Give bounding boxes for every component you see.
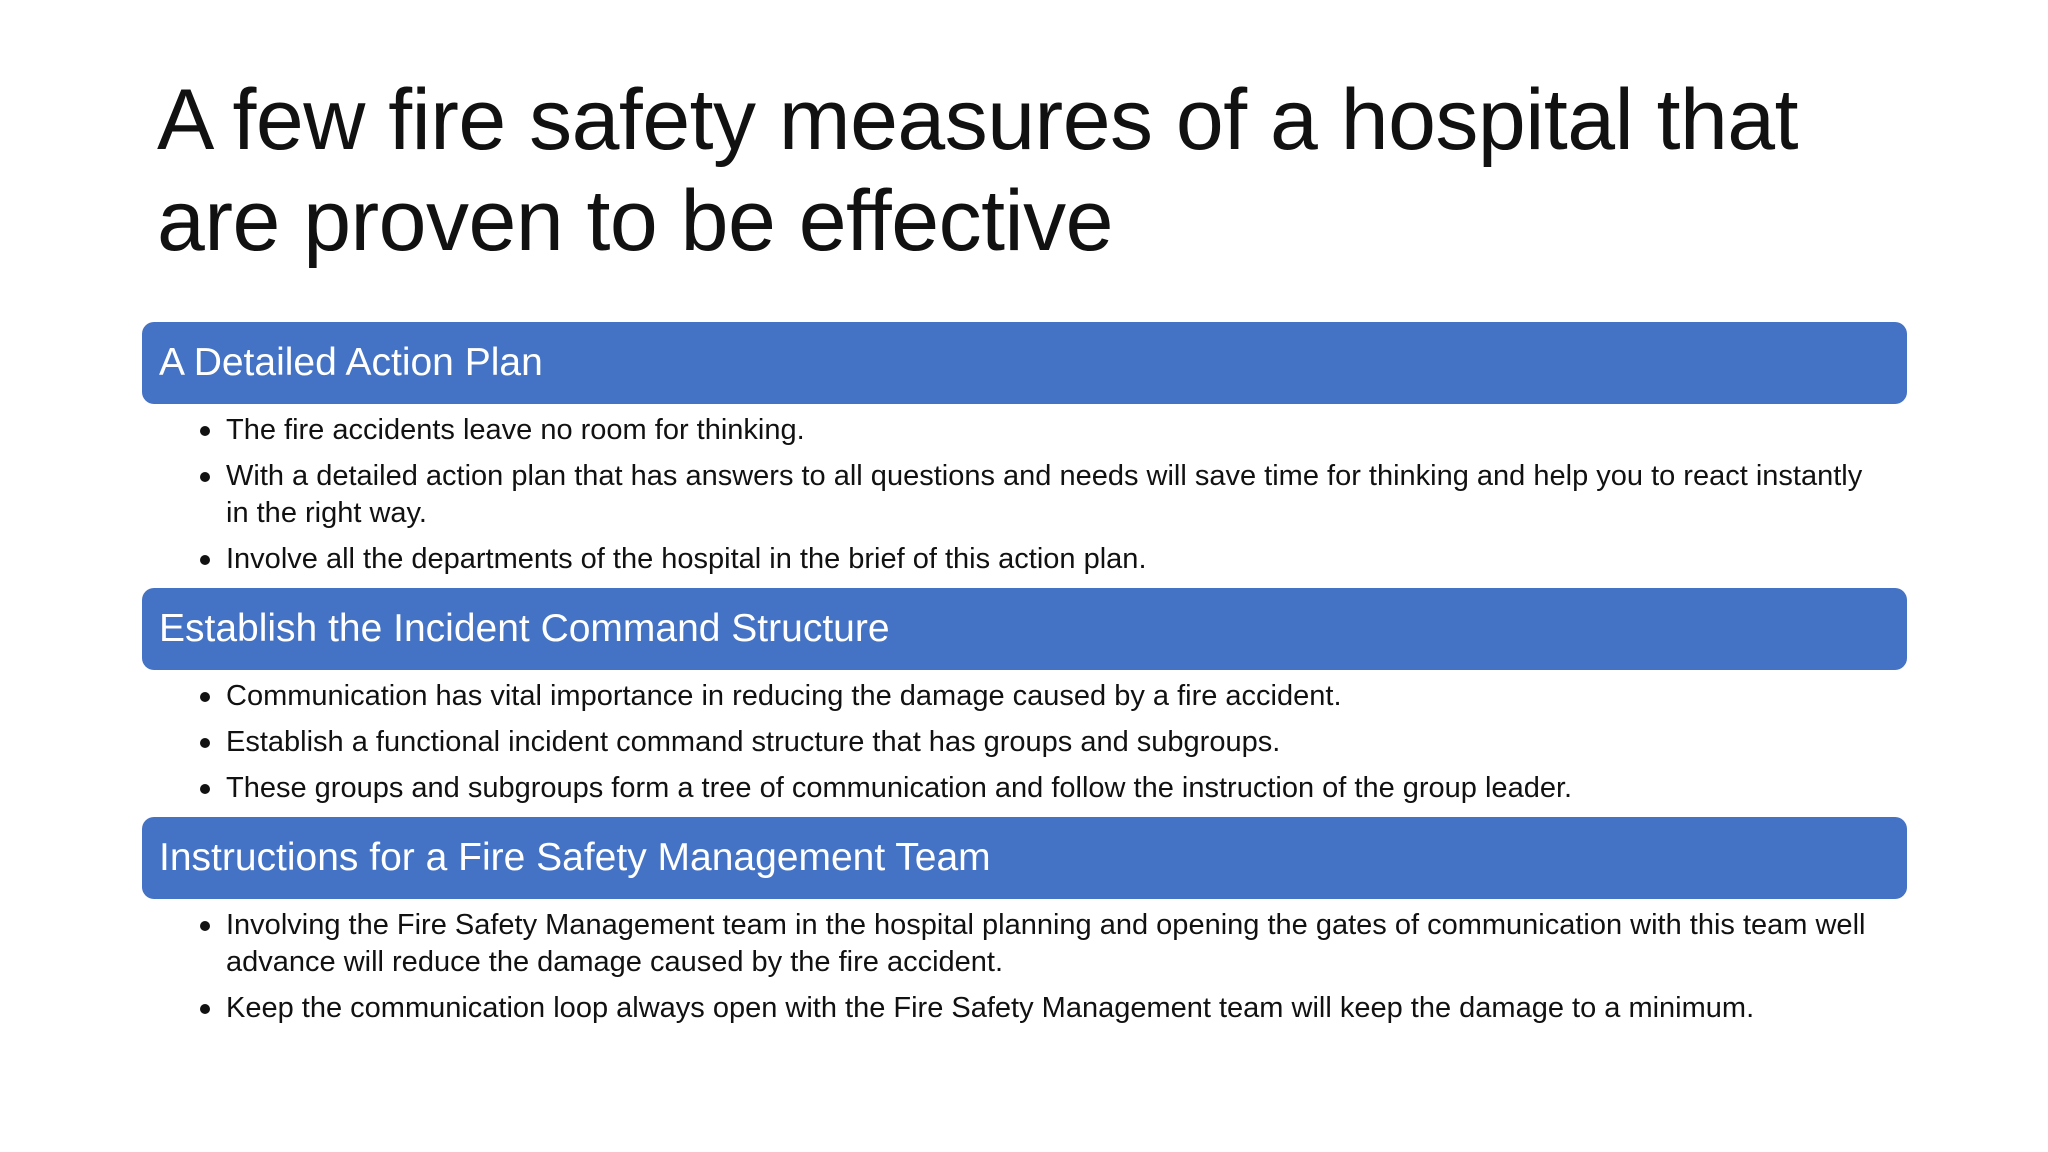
bullet-icon	[200, 738, 210, 748]
bullet-icon	[200, 1004, 210, 1014]
slide-title: A few fire safety measures of a hospital that are proven to be effective	[157, 72, 1799, 269]
bullet-item	[142, 541, 1907, 578]
section-header-bar	[142, 817, 1907, 899]
bullet-icon	[200, 692, 210, 702]
section-header-bar	[142, 322, 1907, 404]
slide-content	[142, 322, 1907, 1037]
bullet-text: Involve all the departments of the hospital in the brief of this action plan.	[226, 543, 1147, 575]
bullet-text: The fire accidents leave no room for thinking.	[226, 414, 805, 446]
bullet-item	[142, 724, 1907, 761]
section-header-bar	[142, 588, 1907, 670]
bullet-list	[142, 670, 1907, 817]
bullet-item	[142, 770, 1907, 807]
bullet-text: With a detailed action plan that has answers to all questions and needs will save time for thinking and help you to react instantly in the right way.	[226, 460, 1863, 529]
bullet-icon	[200, 472, 210, 482]
bullet-item	[142, 990, 1907, 1027]
section-heading: Establish the Incident Command Structure	[159, 607, 890, 650]
bullet-icon	[200, 921, 210, 931]
bullet-item	[142, 412, 1907, 449]
section-heading: A Detailed Action Plan	[159, 341, 543, 384]
section-heading: Instructions for a Fire Safety Management Team	[159, 836, 991, 879]
bullet-list	[142, 404, 1907, 588]
bullet-text: Establish a functional incident command structure that has groups and subgroups.	[226, 726, 1281, 758]
bullet-text: These groups and subgroups form a tree of communication and follow the instruction of the group leader.	[226, 772, 1573, 804]
bullet-text: Keep the communication loop always open with the Fire Safety Management team will keep the damage to a minimum.	[226, 992, 1755, 1024]
bullet-text: Communication has vital importance in reducing the damage caused by a fire accident.	[226, 680, 1342, 712]
bullet-icon	[200, 784, 210, 794]
section-fire-safety-team	[142, 817, 1907, 1037]
bullet-item	[142, 678, 1907, 715]
bullet-list	[142, 899, 1907, 1037]
bullet-text: Involving the Fire Safety Management team in the hospital planning and opening the gates of communication with this team well advance will reduce the damage caused by the fire accident.	[226, 909, 1866, 978]
bullet-icon	[200, 426, 210, 436]
bullet-item	[142, 907, 1907, 981]
bullet-icon	[200, 555, 210, 565]
section-incident-command	[142, 588, 1907, 817]
bullet-item	[142, 458, 1907, 532]
section-action-plan	[142, 322, 1907, 588]
